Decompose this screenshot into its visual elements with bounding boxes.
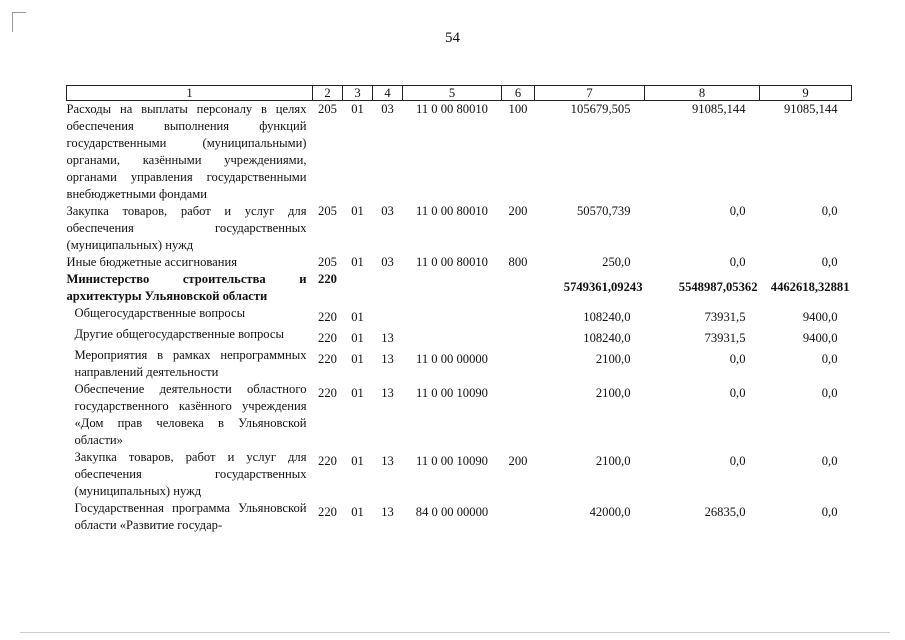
target-article-code: 11 0 00 80010 bbox=[416, 255, 488, 269]
admin-code: 220 bbox=[318, 505, 337, 519]
admin-code: 220 bbox=[318, 386, 337, 400]
target-article-code: 11 0 00 00000 bbox=[416, 352, 488, 366]
expense-type-code bbox=[502, 500, 535, 534]
column-header: 6 bbox=[502, 86, 535, 101]
target-article-code bbox=[403, 326, 502, 347]
subsection-code: 13 bbox=[381, 505, 394, 519]
target-article-code: 11 0 00 80010 bbox=[416, 102, 488, 116]
table-row bbox=[67, 254, 852, 271]
amount-col8: 73931,5 bbox=[704, 331, 746, 345]
row-name: Закупка товаров, работ и услуг для обеспечения государственных (муниципальных) нужд bbox=[66, 204, 307, 252]
column-header: 9 bbox=[760, 86, 852, 101]
section-code: 01 bbox=[351, 255, 364, 269]
expense-type-code bbox=[502, 271, 535, 305]
section-code: 01 bbox=[351, 352, 364, 366]
section-code bbox=[343, 271, 373, 305]
table-row bbox=[67, 203, 852, 254]
amount-col7: 108240,0 bbox=[583, 310, 631, 324]
expense-type-code: 100 bbox=[508, 102, 528, 116]
admin-code: 220 bbox=[318, 454, 337, 468]
amount-col7: 2100,0 bbox=[595, 386, 631, 400]
amount-col8: 0,0 bbox=[729, 204, 746, 218]
subsection-code: 13 bbox=[381, 352, 394, 366]
row-name: Иные бюджетные ассигнования bbox=[66, 255, 238, 269]
section-code: 01 bbox=[351, 386, 364, 400]
admin-code: 220 bbox=[318, 331, 337, 345]
table-row bbox=[67, 305, 852, 326]
amount-col7: 105679,505 bbox=[570, 102, 631, 116]
column-header: 2 bbox=[313, 86, 343, 101]
row-name: Другие общегосударственные вопросы bbox=[74, 327, 284, 341]
subsection-code: 03 bbox=[381, 255, 394, 269]
amount-col9: 0,0 bbox=[821, 454, 838, 468]
expense-type-code: 200 bbox=[508, 204, 528, 218]
amount-col8: 0,0 bbox=[729, 454, 746, 468]
budget-table bbox=[66, 85, 852, 534]
section-code: 01 bbox=[351, 204, 364, 218]
table-row bbox=[67, 449, 852, 500]
amount-col9: 0,0 bbox=[821, 255, 838, 269]
row-name: Общегосударственные вопросы bbox=[74, 306, 246, 320]
subsection-code bbox=[373, 305, 403, 326]
admin-code: 220 bbox=[318, 272, 337, 286]
admin-code: 220 bbox=[318, 310, 337, 324]
subsection-code: 13 bbox=[381, 386, 394, 400]
scan-edge-mark bbox=[12, 12, 13, 32]
amount-col9: 0,0 bbox=[821, 204, 838, 218]
amount-col8: 91085,144 bbox=[691, 102, 746, 116]
column-header: 8 bbox=[645, 86, 760, 101]
amount-col8: 5548987,05362 bbox=[678, 280, 758, 294]
scan-edge-mark bbox=[12, 12, 26, 13]
amount-col7: 2100,0 bbox=[595, 352, 631, 366]
expense-type-code bbox=[502, 326, 535, 347]
table-row bbox=[67, 381, 852, 449]
subsection-code: 03 bbox=[381, 204, 394, 218]
target-article-code bbox=[403, 271, 502, 305]
expense-type-code: 200 bbox=[508, 454, 528, 468]
target-article-code: 11 0 00 80010 bbox=[416, 204, 488, 218]
amount-col7: 2100,0 bbox=[595, 454, 631, 468]
subsection-code: 13 bbox=[381, 331, 394, 345]
amount-col8: 0,0 bbox=[729, 386, 746, 400]
column-header: 4 bbox=[373, 86, 403, 101]
subsection-code: 13 bbox=[381, 454, 394, 468]
section-code: 01 bbox=[351, 310, 364, 324]
table-header-row bbox=[67, 86, 852, 101]
amount-col8: 0,0 bbox=[729, 352, 746, 366]
target-article-code: 11 0 00 10090 bbox=[416, 386, 488, 400]
amount-col7: 5749361,09243 bbox=[563, 280, 643, 294]
amount-col7: 50570,739 bbox=[576, 204, 631, 218]
admin-code: 205 bbox=[318, 255, 337, 269]
admin-code: 205 bbox=[318, 204, 337, 218]
amount-col8: 26835,0 bbox=[704, 505, 746, 519]
amount-col9: 0,0 bbox=[821, 505, 838, 519]
amount-col7: 250,0 bbox=[602, 255, 631, 269]
scan-edge-line bbox=[20, 632, 890, 633]
row-name: Обеспечение деятельности областного государственного казённого учреждения «Дом прав человека в Ульяновской области» bbox=[74, 382, 307, 447]
amount-col7: 42000,0 bbox=[589, 505, 631, 519]
table-row bbox=[67, 101, 852, 204]
amount-col8: 0,0 bbox=[729, 255, 746, 269]
subsection-code bbox=[373, 271, 403, 305]
column-header: 5 bbox=[403, 86, 502, 101]
row-name: Государственная программа Ульяновской области «Развитие государ- bbox=[74, 501, 307, 532]
expense-type-code bbox=[502, 381, 535, 449]
expense-type-code: 800 bbox=[508, 255, 528, 269]
section-code: 01 bbox=[351, 505, 364, 519]
table-row bbox=[67, 326, 852, 347]
row-name: Закупка товаров, работ и услуг для обеспечения государственных (муниципальных) нужд bbox=[74, 450, 307, 498]
amount-col9: 0,0 bbox=[821, 352, 838, 366]
amount-col7: 108240,0 bbox=[583, 331, 631, 345]
page-number: 54 bbox=[445, 30, 460, 46]
amount-col8: 73931,5 bbox=[704, 310, 746, 324]
subsection-code: 03 bbox=[381, 102, 394, 116]
section-code: 01 bbox=[351, 102, 364, 116]
section-code: 01 bbox=[351, 454, 364, 468]
amount-col9: 0,0 bbox=[821, 386, 838, 400]
amount-col9: 91085,144 bbox=[783, 102, 838, 116]
target-article-code bbox=[403, 305, 502, 326]
amount-col9: 4462618,32881 bbox=[770, 280, 850, 294]
table-row bbox=[67, 347, 852, 381]
expense-type-code bbox=[502, 305, 535, 326]
row-name: Мероприятия в рамках непрограммных направлений деятельности bbox=[74, 348, 307, 379]
admin-code: 205 bbox=[318, 102, 337, 116]
expense-type-code bbox=[502, 347, 535, 381]
column-header: 7 bbox=[535, 86, 645, 101]
table-row bbox=[67, 500, 852, 534]
amount-col9: 9400,0 bbox=[802, 331, 838, 345]
table-row bbox=[67, 271, 852, 305]
admin-code: 220 bbox=[318, 352, 337, 366]
row-name: Министерство строительства и архитектуры Ульяновской области bbox=[66, 272, 307, 303]
target-article-code: 84 0 00 00000 bbox=[415, 505, 489, 519]
target-article-code: 11 0 00 10090 bbox=[416, 454, 488, 468]
column-header: 1 bbox=[67, 86, 313, 101]
section-code: 01 bbox=[351, 331, 364, 345]
column-header: 3 bbox=[343, 86, 373, 101]
amount-col9: 9400,0 bbox=[802, 310, 838, 324]
row-name: Расходы на выплаты персоналу в целях обеспечения выполнения функций государственными (муниципальными) органами, казёнными учреждениями, органами управления государственными внебюджетными фондами bbox=[66, 102, 307, 201]
